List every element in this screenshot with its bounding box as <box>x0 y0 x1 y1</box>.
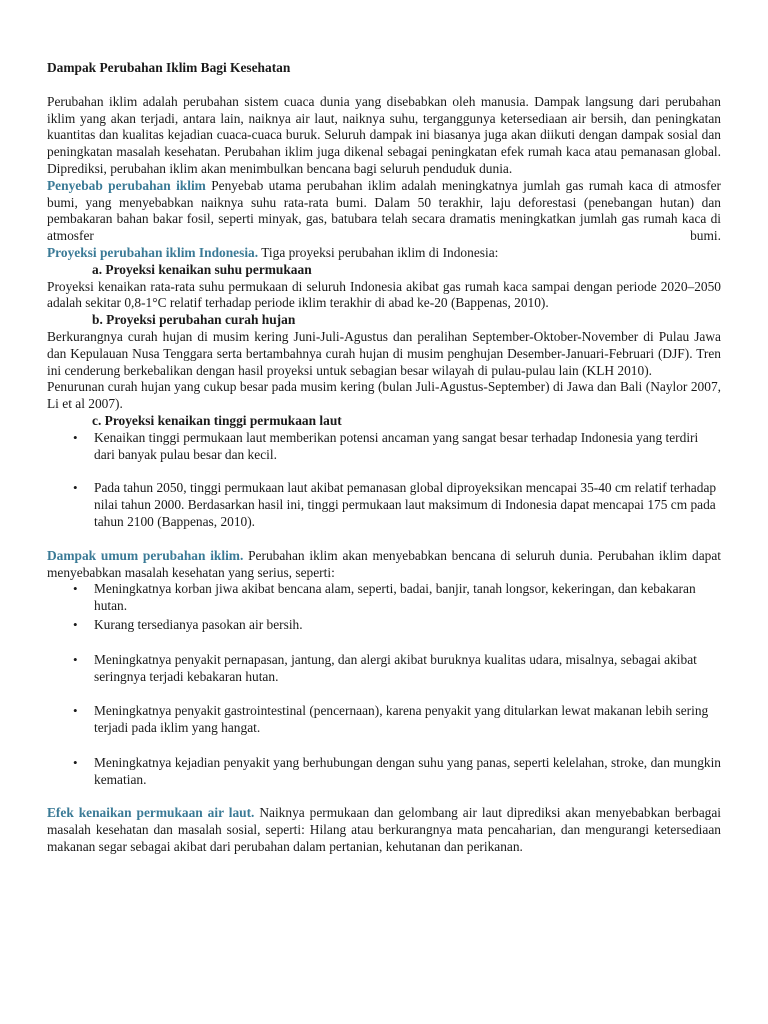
proyeksi-a-title: a. Proyeksi kenaikan suhu permukaan <box>92 261 312 277</box>
bullet-icon: • <box>73 581 78 597</box>
dampak-heading: Dampak umum perubahan iklim. <box>47 547 244 563</box>
penyebab-text: Penyebab utama perubahan iklim adalah meningkatnya jumlah gas rumah kaca di atmosfer bumi, yang menyebabkan naiknya suhu rata-rata bumi. Dalam 50 terakhir, laju deforestasi (penebangan hutan) dan pembakaran bahan bakar fosil, seperti minyak, gas, batubara telah secara dramatis meningkatkan jumlah gas rumah kaca di atmosfer bumi. <box>47 177 721 244</box>
efek-paragraph <box>47 805 721 855</box>
dampak-text: Perubahan iklim akan menyebabkan bencana di seluruh dunia. Perubahan iklim dapat menyebabkan masalah kesehatan yang serius, seperti: <box>47 547 721 580</box>
penyebab-paragraph <box>47 178 721 245</box>
spacer <box>47 531 721 548</box>
document-title: Dampak Perubahan Iklim Bagi Kesehatan <box>47 60 291 75</box>
proyeksi-text: Tiga proyeksi perubahan iklim di Indonesia: <box>258 244 499 260</box>
bullet-icon: • <box>73 651 78 667</box>
dampak-paragraph <box>47 548 721 582</box>
penyebab-heading: Penyebab perubahan iklim <box>47 177 206 193</box>
proyeksi-c-list <box>47 430 721 531</box>
list-item: • Meningkatnya kejadian penyakit yang berhubungan dengan suhu yang panas, seperti kelelahan, stroke, dan mungkin kematian. <box>73 754 721 787</box>
list-item: • Meningkatnya penyakit pernapasan, jantung, dan alergi akibat buruknya kualitas udara, misalnya, sebagai akibat seringnya terjadi kebakaran hutan. <box>73 651 697 684</box>
efek-text: Naiknya permukaan dan gelombang air laut diprediksi akan menyebabkan berbagai masalah kesehatan dan masalah sosial, seperti: Hilang atau berkurangnya mata pencaharian, dan mengurangi ketersediaan makanan segar sebagai akibat dari perubahan dalam pertanian, kehutanan dan perikanan. <box>47 805 721 855</box>
dampak-list <box>47 581 721 788</box>
efek-heading: Efek kenaikan permukaan air laut. <box>47 805 255 821</box>
spacer <box>47 788 721 805</box>
bullet-icon: • <box>73 754 78 770</box>
proyeksi-c-title: c. Proyeksi kenaikan tinggi permukaan laut <box>92 412 342 428</box>
proyeksi-intro <box>47 245 721 262</box>
proyeksi-b-title: b. Proyeksi perubahan curah hujan <box>92 312 296 328</box>
bullet-icon: • <box>73 429 78 445</box>
bullet-icon: • <box>73 616 78 632</box>
list-item: • Meningkatnya korban jiwa akibat bencana alam, seperti, badai, banjir, tanah longsor, kekeringan, dan kebakaran hutan. <box>73 581 696 614</box>
list-item: • Kurang tersedianya pasokan air bersih. <box>73 616 303 632</box>
list-item: • Kenaikan tinggi permukaan laut memberikan potensi ancaman yang sangat besar terhadap Indonesia yang terdiri dari banyak pulau besar dan kecil. <box>73 429 699 462</box>
list-item: • Meningkatnya penyakit gastrointestinal (pencernaan), karena penyakit yang ditularkan lewat makanan lebih sering terjadi pada iklim yang hangat. <box>73 703 709 736</box>
proyeksi-b-text-1: Berkurangnya curah hujan di musim kering Juni-Juli-Agustus dan peralihan September-Oktober-November di Pulau Jawa dan Kepulauan Nusa Tenggara serta bertambahnya curah hujan di musim penghujan Desember-Januari-Februari (DJF). Tren ini cenderung berkebalikan dengan hasil proyeksi untuk sebagian besar wilayah di pulau-pulau lain (KLH 2010). <box>47 328 721 378</box>
proyeksi-b-text-2: Penurunan curah hujan yang cukup besar pada musim kering (bulan Juli-Agustus-September) di Jawa dan Bali (Naylor 2007, Li et al 2007). <box>47 379 721 412</box>
proyeksi-a-text: Proyeksi kenaikan rata-rata suhu permukaan di seluruh Indonesia akibat gas rumah kaca sampai dengan periode 2020–2050 adalah sekitar 0,8-1°C relatif terhadap periode iklim terakhir di abad ke-20 (Bappenas, 2010). <box>47 278 721 311</box>
proyeksi-heading: Proyeksi perubahan iklim Indonesia. <box>47 244 259 260</box>
bullet-icon: • <box>73 703 78 719</box>
intro-paragraph: Perubahan iklim adalah perubahan sistem cuaca dunia yang disebabkan oleh manusia. Dampak langsung dari perubahan iklim yang akan terjadi, antara lain, naiknya air laut, naiknya suhu, terganggunya ketersediaan air bersih, dan peningkatan kuantitas dan kualitas kejadian cuaca-cuaca buruk. Seluruh dampak ini biasanya juga akan diikuti dengan dampak sosial dan peningkatan masalah kesehatan. Perubahan iklim juga dikenal sebagai peningkatan efek rumah kaca atau pemanasan global. Diprediksi, perubahan iklim akan menimbulkan bencana bagi seluruh penduduk dunia. <box>47 93 721 176</box>
list-item: • Pada tahun 2050, tinggi permukaan laut akibat pemanasan global diproyeksikan mencapai 35-40 cm relatif terhadap nilai tahun 2000. Berdasarkan hasil ini, tinggi permukaan laut maksimum di Indonesia dapat mencapai 175 cm pada tahun 2100 (Bappenas, 2010). <box>73 480 717 529</box>
bullet-icon: • <box>73 480 78 496</box>
